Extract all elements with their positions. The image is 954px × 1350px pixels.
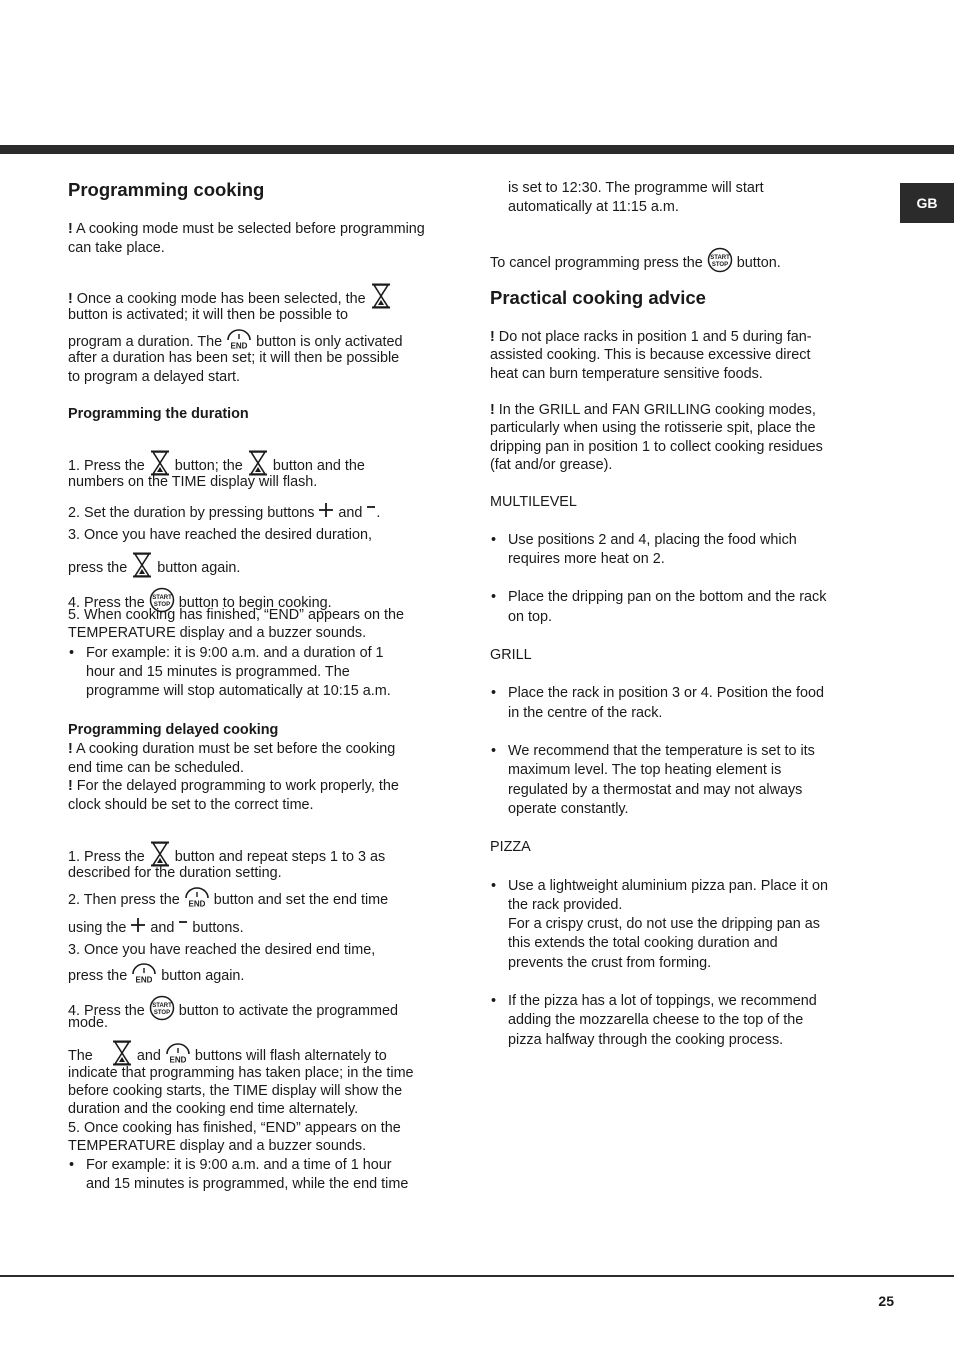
text-line: mode. — [68, 1015, 108, 1031]
subtitle-programming-duration: Programming the duration — [68, 406, 249, 422]
svg-text:STOP: STOP — [153, 1010, 170, 1016]
bullet-item: • If the pizza has a lot of toppings, we recommend — [490, 992, 866, 1011]
svg-text:STOP: STOP — [711, 262, 728, 268]
step-4: 4. Press the START STOP button to begin cooking. — [68, 587, 444, 619]
svg-text:END: END — [135, 975, 153, 984]
text-line: indicate that programming has taken place; in the time — [68, 1065, 414, 1081]
text-line: (fat and/or grease). — [490, 457, 613, 473]
heading-pizza: PIZZA — [490, 839, 531, 855]
text-line: and 15 minutes is programmed, while the end time — [86, 1176, 409, 1192]
text-line: programme will stop automatically at 10:15 a.m. — [86, 683, 391, 699]
step-2: 2. Set the duration by pressing buttons and . — [68, 502, 444, 524]
step-5: 5. When cooking has finished, “END” appears on the — [68, 607, 404, 623]
svg-text:START: START — [152, 1003, 172, 1009]
delayed-step-2: 2. Then press the END button and set the end time — [68, 886, 444, 914]
text-line: automatically at 11:15 a.m. — [508, 199, 679, 215]
text-line: end time can be scheduled. — [68, 760, 245, 776]
end-button-icon — [131, 962, 157, 990]
note-delayed-2: ! For the delayed programming to work properly, the — [68, 778, 399, 794]
text-line: program a duration. The END button is only activated — [68, 328, 444, 356]
end-button-icon — [184, 886, 210, 914]
text-line: The and END buttons will flash alternately to — [68, 1040, 444, 1072]
delayed-step-1: 1. Press the button and repeat steps 1 to 3 as — [68, 841, 444, 873]
text-line: adding the mozzarella cheese to the top of the — [508, 1012, 804, 1028]
svg-text:END: END — [169, 1055, 187, 1064]
text-line: pizza halfway through the cooking process. — [508, 1032, 784, 1048]
text-line: duration and the cooking end time alternately. — [68, 1101, 359, 1117]
text-line: using the and buttons. — [68, 917, 444, 939]
text-line: before cooking starts, the TIME display will show the — [68, 1083, 403, 1099]
text-line: For a crispy crust, do not use the dripping pan as — [508, 916, 820, 932]
text-line: press the END button again. — [68, 962, 444, 990]
note-grill: ! In the GRILL and FAN GRILLING cooking modes, — [490, 402, 816, 418]
hourglass-icon — [131, 552, 153, 584]
text-line: numbers on the TIME display will flash. — [68, 474, 318, 490]
text-line: press the button again. — [68, 552, 444, 584]
text-line: TEMPERATURE display and a buzzer sounds. — [68, 625, 367, 641]
text-line: after a duration has been set; it will then be possible — [68, 350, 400, 366]
text-line: button is activated; it will then be possible to — [68, 307, 348, 323]
note-duration-activation: ! Once a cooking mode has been selected, the — [68, 283, 444, 315]
text-line: to program a delayed start. — [68, 369, 240, 385]
plus-icon — [130, 917, 146, 939]
heading-grill: GRILL — [490, 647, 532, 663]
footer-line — [0, 1275, 954, 1277]
text-line: is set to 12:30. The programme will start — [508, 180, 764, 196]
text-line: clock should be set to the correct time. — [68, 797, 314, 813]
text-line: this extends the total cooking duration and — [508, 935, 778, 951]
text-line: requires more heat on 2. — [508, 551, 665, 567]
delayed-step-4: 4. Press the START STOP button to activate the programmed — [68, 995, 444, 1027]
bullet-item: • Place the rack in position 3 or 4. Position the food — [490, 684, 866, 703]
text-line: hour and 15 minutes is programmed. The — [86, 664, 350, 680]
bullet-item: • Use a lightweight aluminium pizza pan. Place it on — [490, 877, 866, 896]
text-line: heat can burn temperature sensitive foods. — [490, 366, 763, 382]
svg-text:START: START — [152, 595, 172, 601]
heading-multilevel: MULTILEVEL — [490, 494, 577, 510]
minus-icon — [366, 502, 376, 524]
svg-text:START: START — [709, 255, 730, 261]
text-line: dripping pan in position 1 to collect cooking residues — [490, 439, 823, 455]
text-line: in the centre of the rack. — [508, 705, 663, 721]
header-bar — [0, 145, 954, 154]
text-line: the rack provided. — [508, 897, 623, 913]
bullet-item: • We recommend that the temperature is set to its — [490, 742, 866, 761]
svg-text:END: END — [188, 899, 206, 908]
example-bullet: • For example: it is 9:00 a.m. and a time of 1 hour — [68, 1156, 444, 1175]
section-title-practical-advice: Practical cooking advice — [490, 287, 706, 308]
section-title-programming-cooking: Programming cooking — [68, 179, 265, 200]
subtitle-programming-delayed: Programming delayed cooking — [68, 722, 279, 738]
cancel-instruction: To cancel programming press the START STOP button. — [490, 247, 866, 279]
page-number: 25 — [878, 1293, 894, 1309]
note-delayed-1: ! A cooking duration must be set before the cooking — [68, 741, 396, 757]
delayed-step-3: 3. Once you have reached the desired end time, — [68, 942, 376, 958]
language-tab: GB — [900, 183, 954, 223]
note-cooking-mode: ! A cooking mode must be selected before programming can take place. — [68, 221, 425, 256]
svg-text:STOP: STOP — [153, 602, 170, 608]
text-line: described for the duration setting. — [68, 865, 282, 881]
start-stop-icon — [707, 247, 733, 279]
text-line: prevents the crust from forming. — [508, 955, 712, 971]
text-line: operate constantly. — [508, 801, 629, 817]
example-bullet: • For example: it is 9:00 a.m. and a duration of 1 — [68, 644, 444, 663]
bullet-item: • Use positions 2 and 4, placing the food which — [490, 531, 866, 550]
text-line: regulated by a thermostat and may not always — [508, 782, 803, 798]
step-3: 3. Once you have reached the desired duration, — [68, 527, 373, 543]
note-racks: ! Do not place racks in position 1 and 5 during fan- — [490, 329, 812, 345]
text-line: assisted cooking. This is because excessive direct — [490, 347, 811, 363]
text-line: on top. — [508, 609, 553, 625]
text-line: particularly when using the rotisserie spit, place the — [490, 420, 816, 436]
delayed-step-5: 5. Once cooking has finished, “END” appears on the — [68, 1120, 401, 1136]
minus-icon — [178, 917, 188, 939]
text-line: maximum level. The top heating element is — [508, 762, 782, 778]
svg-text:END: END — [230, 341, 248, 350]
text-line: TEMPERATURE display and a buzzer sounds. — [68, 1138, 367, 1154]
bullet-item: • Place the dripping pan on the bottom and the rack — [490, 588, 866, 607]
step-1: 1. Press the button; the button and the — [68, 450, 444, 482]
plus-icon — [318, 502, 334, 524]
